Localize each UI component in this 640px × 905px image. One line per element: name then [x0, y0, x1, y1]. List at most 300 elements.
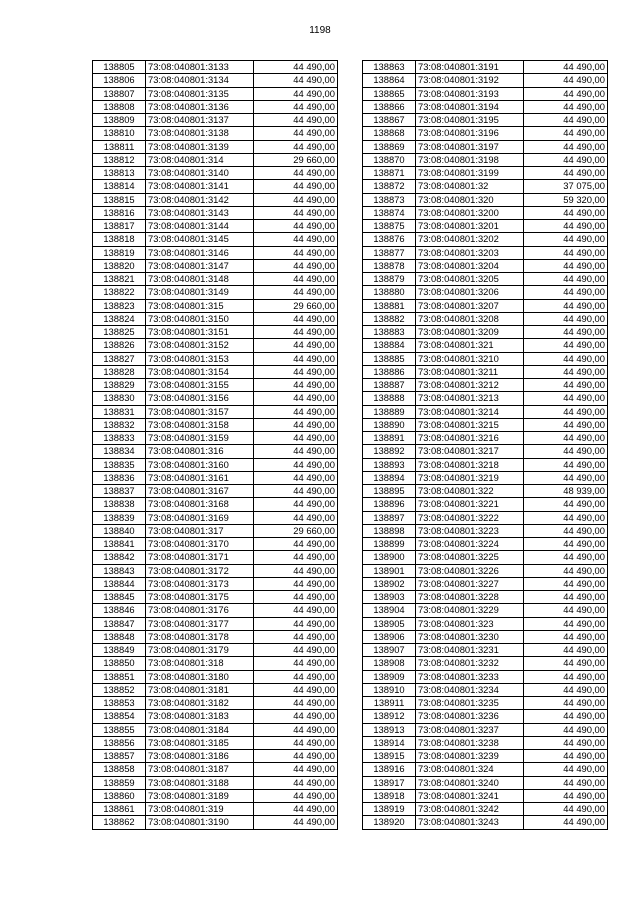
- row-id-cell: 138809: [93, 114, 146, 127]
- table-row: [363, 153, 608, 166]
- cadastral-number-cell: 73:08:040801:3202: [416, 233, 524, 246]
- row-id-cell: 138850: [93, 657, 146, 670]
- amount-cell: 44 490,00: [524, 750, 608, 763]
- table-row: [363, 604, 608, 617]
- amount-cell: 44 490,00: [524, 498, 608, 511]
- amount-cell: 44 490,00: [524, 683, 608, 696]
- table-row: [93, 87, 338, 100]
- amount-cell: 44 490,00: [254, 167, 338, 180]
- row-id-cell: 138893: [363, 458, 416, 471]
- row-id-cell: 138906: [363, 630, 416, 643]
- amount-cell: 44 490,00: [254, 710, 338, 723]
- amount-cell: 44 490,00: [254, 697, 338, 710]
- amount-cell: 44 490,00: [524, 511, 608, 524]
- row-id-cell: 138904: [363, 604, 416, 617]
- row-id-cell: 138887: [363, 379, 416, 392]
- cadastral-number-cell: 73:08:040801:3206: [416, 286, 524, 299]
- cadastral-number-cell: 73:08:040801:3138: [146, 127, 254, 140]
- amount-cell: 44 490,00: [524, 551, 608, 564]
- cadastral-number-cell: 73:08:040801:3177: [146, 617, 254, 630]
- row-id-cell: 138920: [363, 816, 416, 829]
- amount-cell: 44 490,00: [524, 273, 608, 286]
- amount-cell: 44 490,00: [254, 273, 338, 286]
- amount-cell: 44 490,00: [524, 816, 608, 829]
- cadastral-number-cell: 73:08:040801:3148: [146, 273, 254, 286]
- cadastral-number-cell: 73:08:040801:316: [146, 445, 254, 458]
- table-row: [363, 763, 608, 776]
- cadastral-number-cell: 73:08:040801:3242: [416, 803, 524, 816]
- row-id-cell: 138841: [93, 538, 146, 551]
- row-id-cell: 138892: [363, 445, 416, 458]
- amount-cell: 44 490,00: [254, 352, 338, 365]
- row-id-cell: 138881: [363, 299, 416, 312]
- row-id-cell: 138846: [93, 604, 146, 617]
- table-row: [93, 776, 338, 789]
- row-id-cell: 138842: [93, 551, 146, 564]
- amount-cell: 44 490,00: [524, 405, 608, 418]
- amount-cell: 44 490,00: [254, 803, 338, 816]
- amount-cell: 44 490,00: [524, 418, 608, 431]
- row-id-cell: 138863: [363, 61, 416, 74]
- cadastral-number-cell: 73:08:040801:317: [146, 524, 254, 537]
- amount-cell: 44 490,00: [524, 312, 608, 325]
- amount-cell: 29 660,00: [254, 299, 338, 312]
- row-id-cell: 138808: [93, 100, 146, 113]
- amount-cell: 44 490,00: [254, 538, 338, 551]
- amount-cell: 44 490,00: [254, 140, 338, 153]
- amount-cell: 44 490,00: [254, 723, 338, 736]
- table-row: [93, 445, 338, 458]
- right-table: [362, 60, 608, 830]
- cadastral-number-cell: 73:08:040801:3195: [416, 114, 524, 127]
- table-row: [93, 180, 338, 193]
- table-row: [363, 485, 608, 498]
- cadastral-number-cell: 73:08:040801:3158: [146, 418, 254, 431]
- cadastral-number-cell: 73:08:040801:3190: [146, 816, 254, 829]
- cadastral-number-cell: 73:08:040801:3243: [416, 816, 524, 829]
- amount-cell: 44 490,00: [254, 458, 338, 471]
- cadastral-number-cell: 73:08:040801:3221: [416, 498, 524, 511]
- row-id-cell: 138849: [93, 644, 146, 657]
- amount-cell: 44 490,00: [524, 140, 608, 153]
- row-id-cell: 138819: [93, 246, 146, 259]
- cadastral-number-cell: 73:08:040801:324: [416, 763, 524, 776]
- amount-cell: 44 490,00: [254, 776, 338, 789]
- amount-cell: 44 490,00: [524, 577, 608, 590]
- table-row: [363, 683, 608, 696]
- row-id-cell: 138889: [363, 405, 416, 418]
- table-row: [363, 193, 608, 206]
- table-row: [363, 750, 608, 763]
- table-row: [93, 630, 338, 643]
- amount-cell: 44 490,00: [254, 114, 338, 127]
- table-row: [363, 789, 608, 802]
- row-id-cell: 138916: [363, 763, 416, 776]
- cadastral-number-cell: 73:08:040801:3179: [146, 644, 254, 657]
- row-id-cell: 138908: [363, 657, 416, 670]
- row-id-cell: 138859: [93, 776, 146, 789]
- cadastral-number-cell: 73:08:040801:3229: [416, 604, 524, 617]
- table-row: [93, 551, 338, 564]
- table-row: [363, 644, 608, 657]
- table-row: [93, 233, 338, 246]
- amount-cell: 44 490,00: [254, 206, 338, 219]
- cadastral-number-cell: 73:08:040801:32: [416, 180, 524, 193]
- table-row: [93, 259, 338, 272]
- amount-cell: 44 490,00: [254, 392, 338, 405]
- amount-cell: 44 490,00: [254, 657, 338, 670]
- cadastral-number-cell: 73:08:040801:3215: [416, 418, 524, 431]
- table-row: [93, 220, 338, 233]
- row-id-cell: 138898: [363, 524, 416, 537]
- amount-cell: 44 490,00: [524, 538, 608, 551]
- cadastral-number-cell: 73:08:040801:3222: [416, 511, 524, 524]
- table-row: [363, 577, 608, 590]
- amount-cell: 44 490,00: [524, 710, 608, 723]
- amount-cell: 29 660,00: [254, 153, 338, 166]
- table-row: [93, 591, 338, 604]
- cadastral-number-cell: 73:08:040801:3133: [146, 61, 254, 74]
- cadastral-number-cell: 73:08:040801:3216: [416, 432, 524, 445]
- amount-cell: 44 490,00: [254, 511, 338, 524]
- table-row: [93, 803, 338, 816]
- amount-cell: 44 490,00: [524, 471, 608, 484]
- table-row: [363, 127, 608, 140]
- table-row: [93, 140, 338, 153]
- row-id-cell: 138869: [363, 140, 416, 153]
- row-id-cell: 138903: [363, 591, 416, 604]
- table-row: [363, 379, 608, 392]
- table-row: [93, 498, 338, 511]
- cadastral-number-cell: 73:08:040801:3175: [146, 591, 254, 604]
- table-row: [93, 167, 338, 180]
- table-row: [93, 339, 338, 352]
- amount-cell: 44 490,00: [254, 551, 338, 564]
- table-row: [93, 153, 338, 166]
- table-row: [363, 180, 608, 193]
- row-id-cell: 138918: [363, 789, 416, 802]
- cadastral-number-cell: 73:08:040801:3230: [416, 630, 524, 643]
- table-row: [363, 74, 608, 87]
- row-id-cell: 138824: [93, 312, 146, 325]
- row-id-cell: 138817: [93, 220, 146, 233]
- row-id-cell: 138823: [93, 299, 146, 312]
- table-row: [93, 299, 338, 312]
- row-id-cell: 138880: [363, 286, 416, 299]
- table-row: [363, 498, 608, 511]
- row-id-cell: 138853: [93, 697, 146, 710]
- row-id-cell: 138907: [363, 644, 416, 657]
- row-id-cell: 138902: [363, 577, 416, 590]
- cadastral-number-cell: 73:08:040801:3217: [416, 445, 524, 458]
- table-row: [93, 471, 338, 484]
- cadastral-number-cell: 73:08:040801:3159: [146, 432, 254, 445]
- table-row: [363, 803, 608, 816]
- row-id-cell: 138814: [93, 180, 146, 193]
- row-id-cell: 138871: [363, 167, 416, 180]
- row-id-cell: 138878: [363, 259, 416, 272]
- cadastral-number-cell: 73:08:040801:3143: [146, 206, 254, 219]
- table-row: [363, 511, 608, 524]
- cadastral-number-cell: 73:08:040801:3227: [416, 577, 524, 590]
- table-row: [93, 458, 338, 471]
- table-row: [363, 286, 608, 299]
- row-id-cell: 138865: [363, 87, 416, 100]
- row-id-cell: 138836: [93, 471, 146, 484]
- row-id-cell: 138821: [93, 273, 146, 286]
- table-row: [363, 445, 608, 458]
- row-id-cell: 138888: [363, 392, 416, 405]
- cadastral-number-cell: 73:08:040801:3231: [416, 644, 524, 657]
- table-row: [93, 246, 338, 259]
- cadastral-number-cell: 73:08:040801:3189: [146, 789, 254, 802]
- cadastral-number-cell: 73:08:040801:3213: [416, 392, 524, 405]
- row-id-cell: 138874: [363, 206, 416, 219]
- amount-cell: 44 490,00: [524, 644, 608, 657]
- cadastral-number-cell: 73:08:040801:3154: [146, 365, 254, 378]
- row-id-cell: 138815: [93, 193, 146, 206]
- table-row: [93, 100, 338, 113]
- row-id-cell: 138834: [93, 445, 146, 458]
- row-id-cell: 138899: [363, 538, 416, 551]
- row-id-cell: 138867: [363, 114, 416, 127]
- table-row: [93, 710, 338, 723]
- table-row: [93, 577, 338, 590]
- row-id-cell: 138861: [93, 803, 146, 816]
- amount-cell: 44 490,00: [524, 259, 608, 272]
- cadastral-number-cell: 73:08:040801:3188: [146, 776, 254, 789]
- cadastral-number-cell: 73:08:040801:315: [146, 299, 254, 312]
- amount-cell: 44 490,00: [254, 816, 338, 829]
- amount-cell: 44 490,00: [254, 432, 338, 445]
- cadastral-number-cell: 73:08:040801:3149: [146, 286, 254, 299]
- amount-cell: 44 490,00: [254, 180, 338, 193]
- amount-cell: 44 490,00: [524, 365, 608, 378]
- table-row: [363, 273, 608, 286]
- cadastral-number-cell: 73:08:040801:3160: [146, 458, 254, 471]
- amount-cell: 44 490,00: [524, 127, 608, 140]
- row-id-cell: 138838: [93, 498, 146, 511]
- table-row: [363, 630, 608, 643]
- table-row: [363, 246, 608, 259]
- amount-cell: 44 490,00: [524, 392, 608, 405]
- cadastral-number-cell: 73:08:040801:3235: [416, 697, 524, 710]
- cadastral-number-cell: 73:08:040801:3170: [146, 538, 254, 551]
- table-row: [363, 736, 608, 749]
- table-row: [363, 564, 608, 577]
- row-id-cell: 138822: [93, 286, 146, 299]
- cadastral-number-cell: 73:08:040801:3214: [416, 405, 524, 418]
- row-id-cell: 138864: [363, 74, 416, 87]
- row-id-cell: 138894: [363, 471, 416, 484]
- row-id-cell: 138901: [363, 564, 416, 577]
- table-row: [363, 723, 608, 736]
- amount-cell: 44 490,00: [524, 326, 608, 339]
- table-row: [93, 365, 338, 378]
- cadastral-number-cell: 73:08:040801:323: [416, 617, 524, 630]
- row-id-cell: 138843: [93, 564, 146, 577]
- table-row: [93, 538, 338, 551]
- table-row: [363, 114, 608, 127]
- amount-cell: 44 490,00: [254, 326, 338, 339]
- amount-cell: 44 490,00: [524, 167, 608, 180]
- row-id-cell: 138845: [93, 591, 146, 604]
- amount-cell: 44 490,00: [254, 577, 338, 590]
- amount-cell: 44 490,00: [254, 127, 338, 140]
- table-row: [363, 100, 608, 113]
- amount-cell: 44 490,00: [254, 789, 338, 802]
- table-row: [93, 644, 338, 657]
- cadastral-number-cell: 73:08:040801:3141: [146, 180, 254, 193]
- cadastral-number-cell: 73:08:040801:3228: [416, 591, 524, 604]
- table-row: [93, 379, 338, 392]
- row-id-cell: 138905: [363, 617, 416, 630]
- amount-cell: 44 490,00: [524, 803, 608, 816]
- cadastral-number-cell: 73:08:040801:3182: [146, 697, 254, 710]
- cadastral-number-cell: 73:08:040801:3201: [416, 220, 524, 233]
- amount-cell: 44 490,00: [254, 193, 338, 206]
- cadastral-number-cell: 73:08:040801:3212: [416, 379, 524, 392]
- cadastral-number-cell: 73:08:040801:3193: [416, 87, 524, 100]
- table-row: [93, 326, 338, 339]
- table-row: [93, 418, 338, 431]
- table-row: [93, 750, 338, 763]
- row-id-cell: 138825: [93, 326, 146, 339]
- row-id-cell: 138900: [363, 551, 416, 564]
- row-id-cell: 138915: [363, 750, 416, 763]
- amount-cell: 44 490,00: [524, 114, 608, 127]
- amount-cell: 44 490,00: [254, 405, 338, 418]
- row-id-cell: 138816: [93, 206, 146, 219]
- table-row: [93, 697, 338, 710]
- amount-cell: 44 490,00: [524, 617, 608, 630]
- amount-cell: 44 490,00: [254, 750, 338, 763]
- amount-cell: 48 939,00: [524, 485, 608, 498]
- amount-cell: 44 490,00: [524, 458, 608, 471]
- amount-cell: 44 490,00: [254, 736, 338, 749]
- cadastral-number-cell: 73:08:040801:3135: [146, 87, 254, 100]
- row-id-cell: 138886: [363, 365, 416, 378]
- cadastral-number-cell: 73:08:040801:3200: [416, 206, 524, 219]
- amount-cell: 44 490,00: [524, 153, 608, 166]
- table-row: [93, 206, 338, 219]
- amount-cell: 44 490,00: [254, 100, 338, 113]
- row-id-cell: 138858: [93, 763, 146, 776]
- cadastral-number-cell: 73:08:040801:321: [416, 339, 524, 352]
- cadastral-number-cell: 73:08:040801:3153: [146, 352, 254, 365]
- amount-cell: 44 490,00: [524, 657, 608, 670]
- row-id-cell: 138805: [93, 61, 146, 74]
- cadastral-number-cell: 73:08:040801:3157: [146, 405, 254, 418]
- amount-cell: 44 490,00: [254, 445, 338, 458]
- table-row: [363, 617, 608, 630]
- amount-cell: 37 075,00: [524, 180, 608, 193]
- row-id-cell: 138911: [363, 697, 416, 710]
- cadastral-number-cell: 73:08:040801:3238: [416, 736, 524, 749]
- amount-cell: 44 490,00: [254, 498, 338, 511]
- table-row: [93, 127, 338, 140]
- amount-cell: 44 490,00: [254, 233, 338, 246]
- table-row: [363, 326, 608, 339]
- amount-cell: 44 490,00: [254, 61, 338, 74]
- cadastral-number-cell: 73:08:040801:3199: [416, 167, 524, 180]
- table-row: [363, 167, 608, 180]
- cadastral-number-cell: 73:08:040801:3180: [146, 670, 254, 683]
- amount-cell: 44 490,00: [254, 683, 338, 696]
- amount-cell: 44 490,00: [524, 74, 608, 87]
- cadastral-number-cell: 73:08:040801:3145: [146, 233, 254, 246]
- left-table: [92, 60, 338, 830]
- amount-cell: 44 490,00: [254, 485, 338, 498]
- row-id-cell: 138829: [93, 379, 146, 392]
- table-row: [363, 206, 608, 219]
- amount-cell: 44 490,00: [524, 299, 608, 312]
- table-row: [93, 604, 338, 617]
- table-row: [363, 220, 608, 233]
- cadastral-number-cell: 73:08:040801:3191: [416, 61, 524, 74]
- amount-cell: 44 490,00: [254, 365, 338, 378]
- table-row: [93, 74, 338, 87]
- cadastral-number-cell: 73:08:040801:318: [146, 657, 254, 670]
- table-row: [93, 524, 338, 537]
- cadastral-number-cell: 73:08:040801:3140: [146, 167, 254, 180]
- cadastral-number-cell: 73:08:040801:3208: [416, 312, 524, 325]
- cadastral-number-cell: 73:08:040801:3223: [416, 524, 524, 537]
- cadastral-number-cell: 73:08:040801:3236: [416, 710, 524, 723]
- amount-cell: 44 490,00: [254, 418, 338, 431]
- cadastral-number-cell: 73:08:040801:3198: [416, 153, 524, 166]
- cadastral-number-cell: 73:08:040801:3239: [416, 750, 524, 763]
- row-id-cell: 138811: [93, 140, 146, 153]
- table-row: [363, 418, 608, 431]
- row-id-cell: 138883: [363, 326, 416, 339]
- cadastral-number-cell: 73:08:040801:3168: [146, 498, 254, 511]
- amount-cell: 44 490,00: [254, 471, 338, 484]
- cadastral-number-cell: 73:08:040801:3142: [146, 193, 254, 206]
- amount-cell: 44 490,00: [254, 591, 338, 604]
- amount-cell: 44 490,00: [524, 339, 608, 352]
- row-id-cell: 138877: [363, 246, 416, 259]
- table-row: [93, 816, 338, 829]
- table-row: [363, 657, 608, 670]
- table-row: [93, 61, 338, 74]
- cadastral-number-cell: 73:08:040801:3144: [146, 220, 254, 233]
- cadastral-number-cell: 73:08:040801:3226: [416, 564, 524, 577]
- row-id-cell: 138885: [363, 352, 416, 365]
- row-id-cell: 138868: [363, 127, 416, 140]
- cadastral-number-cell: 73:08:040801:3234: [416, 683, 524, 696]
- cadastral-number-cell: 73:08:040801:3207: [416, 299, 524, 312]
- row-id-cell: 138806: [93, 74, 146, 87]
- table-row: [93, 789, 338, 802]
- amount-cell: 44 490,00: [254, 617, 338, 630]
- table-row: [363, 816, 608, 829]
- cadastral-number-cell: 73:08:040801:3152: [146, 339, 254, 352]
- amount-cell: 29 660,00: [254, 524, 338, 537]
- cadastral-number-cell: 73:08:040801:3187: [146, 763, 254, 776]
- row-id-cell: 138810: [93, 127, 146, 140]
- cadastral-number-cell: 73:08:040801:3173: [146, 577, 254, 590]
- row-id-cell: 138831: [93, 405, 146, 418]
- table-row: [363, 312, 608, 325]
- cadastral-number-cell: 73:08:040801:3196: [416, 127, 524, 140]
- cadastral-number-cell: 73:08:040801:3186: [146, 750, 254, 763]
- cadastral-number-cell: 73:08:040801:3204: [416, 259, 524, 272]
- row-id-cell: 138870: [363, 153, 416, 166]
- row-id-cell: 138873: [363, 193, 416, 206]
- amount-cell: 44 490,00: [524, 246, 608, 259]
- cadastral-number-cell: 73:08:040801:3178: [146, 630, 254, 643]
